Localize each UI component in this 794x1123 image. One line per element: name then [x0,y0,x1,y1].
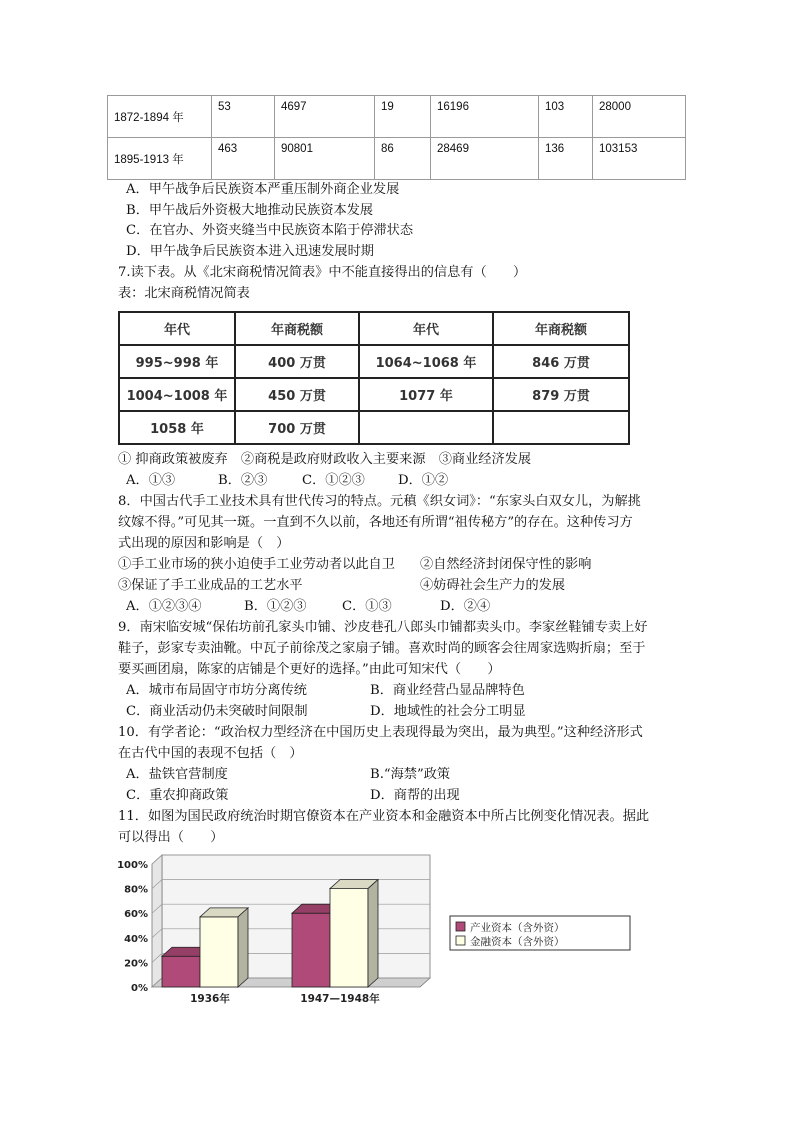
q6-option-d: D．甲午战争后民族资本进入迅速发展时期 [126,244,374,259]
chart-bar [330,889,368,987]
table-cell: 700 万贯 [235,411,359,444]
table-cell: 1895-1913 年 [108,138,212,180]
q8-statement-2: ②自然经济封闭保守性的影响 [420,557,592,572]
table-cell: 53 [212,96,275,138]
chart-bar [162,956,200,987]
q10-option-d: D．商帮的出现 [370,788,460,803]
table-cell: 1872-1894 年 [108,96,212,138]
table-cell: 86 [375,138,431,180]
q8-line-1: 8．中国古代手工业技术具有世代传习的特点。元稹《织女词》：“东家头白双女儿，为解挑 [118,494,641,509]
q7-option-a: A．①③ [126,473,176,488]
table-cell: 90801 [275,138,375,180]
q10-line-1: 10．有学者论：“政治权力型经济在中国历史上表现得最为突出，最为典型。”这种经济形式 [118,725,643,740]
q7-statements: ① 抑商政策被废弃 ②商税是政府财政收入主要来源 ③商业经济发展 [118,452,532,467]
q11-line-1: 11．如图为国民政府统治时期官僚资本在产业资本和金融资本中所占比例变化情况表。据此 [118,809,650,824]
y-tick-label: 80% [124,884,148,896]
table-header: 年代 [359,312,493,345]
q9-option-b: B．商业经营凸显品牌特色 [370,683,525,698]
q10-option-a: A．盐铁官营制度 [126,767,228,782]
q7-option-b: B．②③ [218,473,268,488]
table-cell [359,411,493,444]
q10-line-2: 在古代中国的表现不包括（ ） [118,746,303,761]
chart-bar-side [368,880,378,987]
x-category-label: 1947—1948年 [300,993,380,1005]
table-cell: 995~998 年 [119,345,235,378]
q9-option-d: D．地域性的社会分工明显 [370,704,526,719]
y-tick-label: 20% [124,958,148,970]
table-cell: 879 万贯 [493,378,629,411]
capital-table [107,95,686,180]
q9-line-1: 9．南宋临安城“保佑坊前孔家头巾铺、沙皮巷孔八郎头巾铺都卖头巾。李家丝鞋铺专卖上好 [118,620,648,635]
q8-option-d: D．②④ [440,599,491,614]
table-row [108,138,686,180]
table-cell: 28469 [431,138,539,180]
table-row [119,378,629,411]
table-cell: 463 [212,138,275,180]
table-header: 年代 [119,312,235,345]
table-cell: 400 万贯 [235,345,359,378]
chart-bar [200,917,238,987]
table-cell [493,411,629,444]
q8-statement-3: ③保证了手工业成品的工艺水平 [118,578,303,593]
q7-option-d: D．①② [398,473,449,488]
table-cell: 1058 年 [119,411,235,444]
legend-swatch [456,922,465,931]
q6-option-b: B．甲午战后外资极大地推动民族资本发展 [126,203,374,218]
q11-line-2: 可以得出（ ） [118,830,224,845]
legend-swatch [456,936,465,945]
chart-bar [292,913,330,987]
table-header: 年商税额 [235,312,359,345]
q10-option-c: C．重农抑商政策 [126,788,229,803]
q8-line-2: 纹嫁不得。”可见其一斑。一直到不久以前，各地还有所谓“祖传秘方”的存在。这种传习方 [118,515,633,530]
q10-option-b: B.“海禁”政策 [370,767,451,782]
y-tick-label: 0% [131,983,148,994]
q9-line-2: 鞋子，彭家专卖油靴。中瓦子前徐茂之家扇子铺。喜欢时尚的顾客会往周家选购折扇；至于 [118,641,646,656]
q8-line-3: 式出现的原因和影响是（ ） [118,536,290,551]
table-row [119,345,629,378]
y-tick-label: 40% [124,933,148,945]
table-row [119,411,629,444]
q9-line-3: 要买画团扇，陈家的店铺是个更好的选择。”由此可知宋代（ ） [118,662,501,677]
table-cell: 28000 [593,96,686,138]
q8-option-c: C．①③ [342,599,392,614]
chart-bar-side [238,908,248,987]
table-cell: 450 万贯 [235,378,359,411]
capital-ratio-chart [110,850,640,1010]
table-cell: 103 [539,96,593,138]
table-cell: 1064~1068 年 [359,345,493,378]
table-cell: 16196 [431,96,539,138]
q8-option-b: B．①②③ [244,599,307,614]
table-cell: 1077 年 [359,378,493,411]
tax-table [118,311,630,445]
table-cell: 1004~1008 年 [119,378,235,411]
table-cell: 136 [539,138,593,180]
chart-side-wall [152,855,162,987]
table-cell: 4697 [275,96,375,138]
q9-option-c: C．商业活动仍未突破时间限制 [126,704,308,719]
table-cell: 103153 [593,138,686,180]
table-cell: 846 万贯 [493,345,629,378]
q6-option-c: C．在官办、外资夹缝当中民族资本陷于停滞状态 [126,223,414,238]
table-row [108,96,686,138]
table-cell: 19 [375,96,431,138]
q7-option-c: C．①②③ [302,473,365,488]
q8-statement-1: ①手工业市场的狭小迫使手工业劳动者以此自卫 [118,557,395,572]
table-header-row [119,312,629,345]
q8-statement-4: ④妨碍社会生产力的发展 [420,578,566,593]
q7-table-caption: 表：北宋商税情况简表 [118,286,250,301]
q9-option-a: A．城市布局固守市坊分离传统 [126,683,307,698]
legend-label: 产业资本（含外资） [470,922,565,934]
legend-label: 金融资本（含外资） [470,936,565,948]
x-category-label: 1936年 [190,993,230,1005]
q7-stem: 7.读下表。从《北宋商税情况简表》中不能直接得出的信息有（ ） [118,265,527,280]
q8-option-a: A．①②③④ [126,599,202,614]
y-tick-label: 60% [124,909,148,921]
table-header: 年商税额 [493,312,629,345]
q6-option-a: A．甲午战争后民族资本严重压制外商企业发展 [126,182,400,197]
y-tick-label: 100% [117,860,148,871]
